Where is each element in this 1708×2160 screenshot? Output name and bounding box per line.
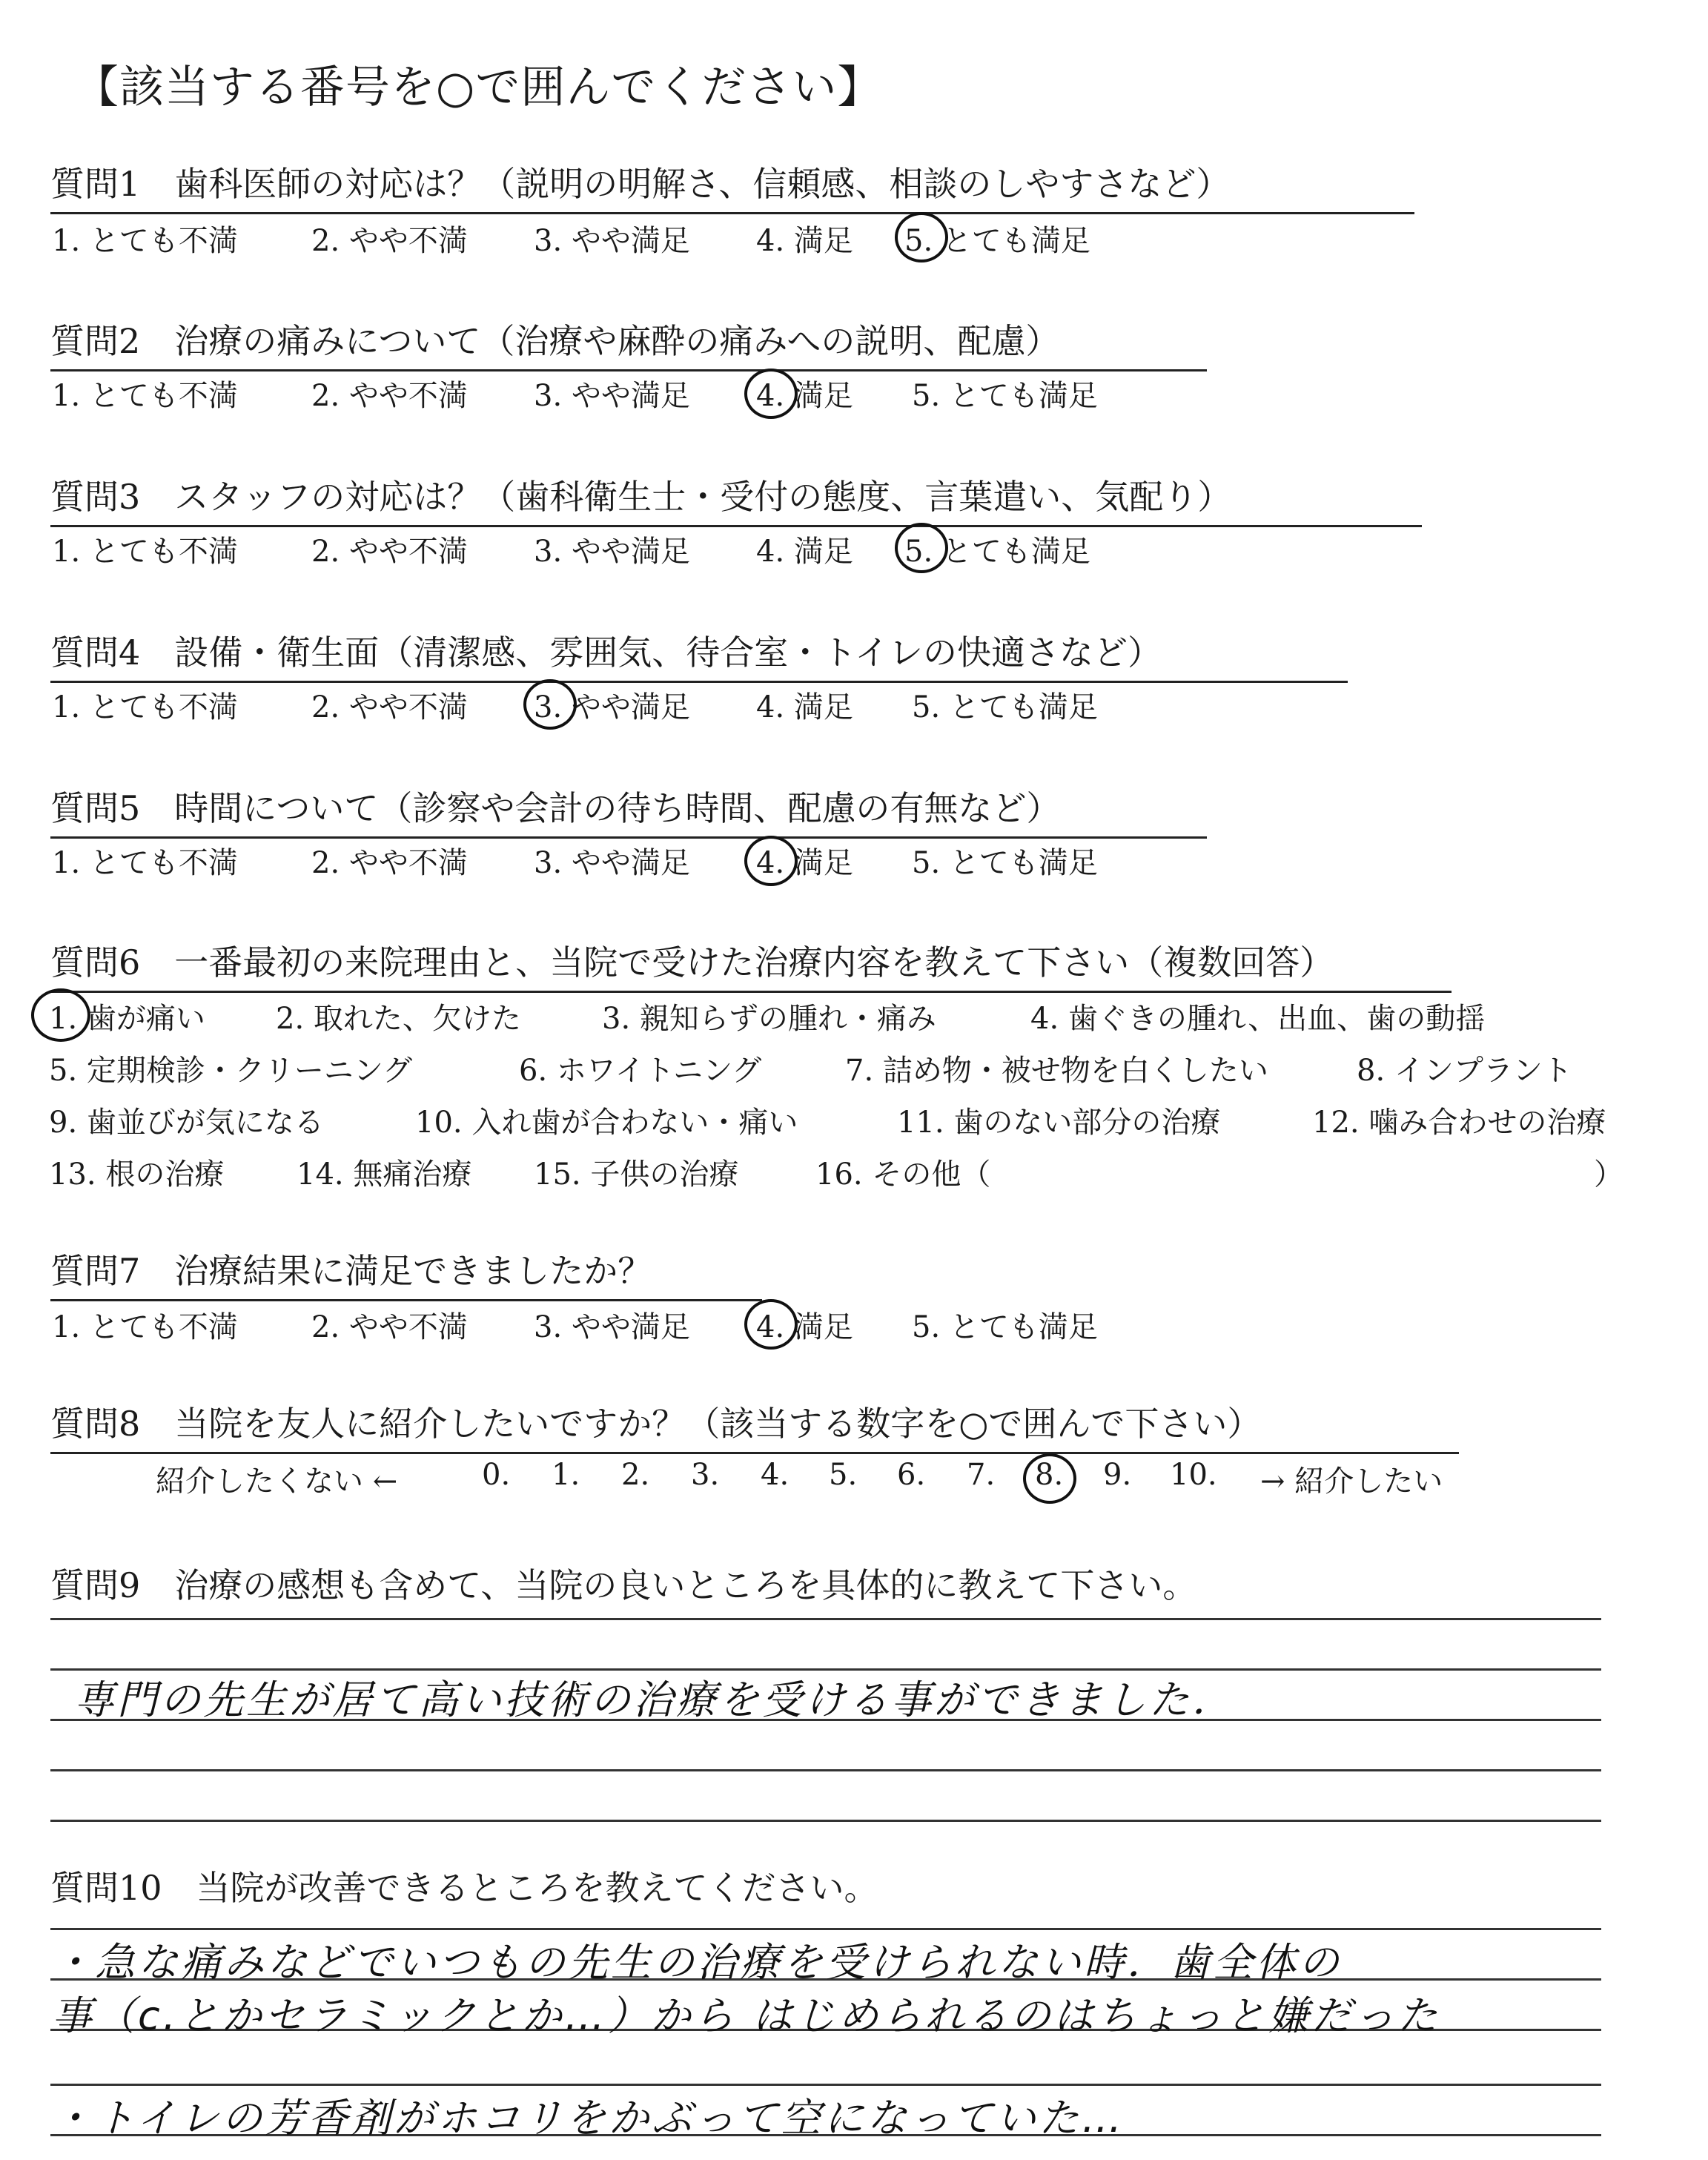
question-1-title: 質問1 歯科医師の対応は？（説明の明解さ、信頼感、相談のしやすさなど）: [50, 157, 1414, 214]
question-7-title: 質問7 治療結果に満足できましたか？: [50, 1244, 762, 1301]
q4-option-1[interactable]: 1. とても不満: [52, 690, 238, 724]
question-4-title: 質問4 設備・衛生面（清潔感、雰囲気、待合室・トイレの快適さなど）: [50, 626, 1348, 683]
q5-option-2[interactable]: 2. やや不満: [311, 846, 468, 880]
q6-option-14[interactable]: 14. 無痛治療: [297, 1157, 472, 1192]
question-4-options: [0, 684, 1708, 728]
question-7-options: [0, 1304, 1708, 1348]
q7-selection-circle: [744, 1299, 798, 1350]
question-5-title: 質問5 時間について（診察や会計の待ち時間、配慮の有無など）: [50, 782, 1207, 839]
q7-option-4[interactable]: 4. 満足: [756, 1310, 853, 1344]
q5-selection-circle: [744, 836, 798, 886]
q5-option-3[interactable]: 3. やや満足: [534, 846, 690, 880]
question-2-title: 質問2 治療の痛みについて（治療や麻酔の痛みへの説明、配慮）: [50, 314, 1207, 371]
q2-selection-circle: [744, 369, 798, 419]
q8-option-2[interactable]: 2.: [621, 1458, 650, 1492]
q2-option-1[interactable]: 1. とても不満: [52, 379, 238, 413]
question-6-options-row-2: [0, 1047, 1708, 1091]
q1-option-2[interactable]: 2. やや不満: [311, 224, 468, 258]
q2-option-3[interactable]: 3. やや満足: [534, 379, 690, 413]
q8-right-label: → 紹介したい: [1260, 1464, 1443, 1499]
question-2-options: [0, 372, 1708, 417]
q1-option-1[interactable]: 1. とても不満: [52, 224, 238, 258]
q1-option-5[interactable]: 5. とても満足: [904, 224, 1090, 258]
q10-handwritten-answer-line-2[interactable]: 事（c.とかセラミックとか…）から はじめられるのはちょっと嫌だった: [52, 1992, 1440, 2039]
q1-option-4[interactable]: 4. 満足: [756, 224, 853, 258]
q5-option-4[interactable]: 4. 満足: [756, 846, 853, 880]
q6-option-8[interactable]: 8. インプラント: [1357, 1054, 1572, 1088]
question-9-title: 質問9 治療の感想も含めて、当院の良いところを具体的に教えて下さい。: [50, 1565, 1197, 1605]
q6-option-12[interactable]: 12. 噛み合わせの治療: [1312, 1106, 1606, 1140]
q7-option-5[interactable]: 5. とても満足: [912, 1310, 1098, 1344]
q8-option-8[interactable]: 8.: [1035, 1458, 1064, 1492]
q2-option-4[interactable]: 4. 満足: [756, 379, 853, 413]
q4-option-3[interactable]: 3. やや満足: [534, 690, 690, 724]
q6-option-15[interactable]: 15. 子供の治療: [534, 1157, 739, 1192]
q10-handwritten-answer-line-1[interactable]: ・急な痛みなどでいつもの先生の治療を受けられない時．歯全体の: [52, 1939, 1342, 1986]
q2-option-2[interactable]: 2. やや不満: [311, 379, 468, 413]
q5-option-1[interactable]: 1. とても不満: [52, 846, 238, 880]
q6-option-2[interactable]: 2. 取れた、欠けた: [276, 1002, 521, 1036]
q8-option-0[interactable]: 0.: [482, 1458, 511, 1492]
q8-option-5[interactable]: 5.: [829, 1458, 858, 1492]
q3-option-1[interactable]: 1. とても不満: [52, 535, 238, 569]
q10-answer-line-1: [50, 1928, 1601, 1930]
q8-option-9[interactable]: 9.: [1103, 1458, 1132, 1492]
q3-option-3[interactable]: 3. やや満足: [534, 535, 690, 569]
q6-option-16[interactable]: 16. その他（: [815, 1157, 991, 1192]
q4-option-4[interactable]: 4. 満足: [756, 690, 853, 724]
q8-option-7[interactable]: 7.: [967, 1458, 996, 1492]
q9-answer-line-4: [50, 1769, 1601, 1771]
q7-option-1[interactable]: 1. とても不満: [52, 1310, 238, 1344]
q8-option-3[interactable]: 3.: [691, 1458, 720, 1492]
question-8-scale: [0, 1458, 1708, 1502]
q6-option-13[interactable]: 13. 根の治療: [49, 1157, 225, 1192]
q4-selection-circle: [523, 679, 577, 730]
q4-option-2[interactable]: 2. やや不満: [311, 690, 468, 724]
q9-answer-line-5: [50, 1820, 1601, 1822]
question-8-title: 質問8 当院を友人に紹介したいですか？（該当する数字を○で囲んで下さい）: [50, 1397, 1459, 1454]
q7-option-3[interactable]: 3. やや満足: [534, 1310, 690, 1344]
q5-option-5[interactable]: 5. とても満足: [912, 846, 1098, 880]
q10-answer-line-4: [50, 2084, 1601, 2086]
q3-selection-circle: [895, 523, 948, 573]
q6-option-5[interactable]: 5. 定期検診・クリーニング: [49, 1054, 413, 1088]
question-10-title: 質問10 当院が改善できるところを教えてください。: [50, 1868, 878, 1908]
q6-option-7[interactable]: 7. 詰め物・被せ物を白くしたい: [845, 1054, 1268, 1088]
q6-option-3[interactable]: 3. 親知らずの腫れ・痛み: [602, 1002, 936, 1036]
question-6-options-row-4: [0, 1151, 1708, 1195]
q3-option-4[interactable]: 4. 満足: [756, 535, 853, 569]
q6-other-close-paren: ）: [1594, 1157, 1623, 1192]
q2-option-5[interactable]: 5. とても満足: [912, 379, 1098, 413]
q8-option-6[interactable]: 6.: [897, 1458, 926, 1492]
q10-handwritten-answer-line-3[interactable]: ・トイレの芳香剤がホコリをかぶって空になっていた…: [52, 2095, 1125, 2141]
question-6-title: 質問6 一番最初の来院理由と、当院で受けた治療内容を教えて下さい（複数回答）: [50, 936, 1452, 993]
question-3-options: [0, 528, 1708, 572]
q6-option-9[interactable]: 9. 歯並びが気になる: [49, 1106, 324, 1140]
q9-answer-line-1: [50, 1618, 1601, 1620]
q6-option-11[interactable]: 11. 歯のない部分の治療: [897, 1106, 1221, 1140]
q8-selection-circle: [1023, 1453, 1076, 1504]
q8-option-4[interactable]: 4.: [761, 1458, 790, 1492]
q9-handwritten-answer[interactable]: 専門の先生が居て高い技術の治療を受ける事ができました．: [74, 1677, 1235, 1723]
question-1-options: [0, 217, 1708, 262]
q3-option-2[interactable]: 2. やや不満: [311, 535, 468, 569]
q4-option-5[interactable]: 5. とても満足: [912, 690, 1098, 724]
q6-selection-circle: [31, 988, 90, 1042]
q6-option-4[interactable]: 4. 歯ぐきの腫れ、出血、歯の動揺: [1030, 1002, 1486, 1036]
q3-option-5[interactable]: 5. とても満足: [904, 535, 1090, 569]
question-5-options: [0, 839, 1708, 884]
question-6-options-row-3: [0, 1099, 1708, 1143]
q6-option-6[interactable]: 6. ホワイトニング: [519, 1054, 762, 1088]
form-header: 【該当する番号を○で囲んでください】: [74, 62, 883, 113]
q7-option-2[interactable]: 2. やや不満: [311, 1310, 468, 1344]
question-3-title: 質問3 スタッフの対応は？（歯科衛生士・受付の態度、言葉遣い、気配り）: [50, 470, 1422, 527]
question-6-options-row-1: [0, 995, 1708, 1040]
q8-option-1[interactable]: 1.: [552, 1458, 580, 1492]
q6-option-1[interactable]: 1. 歯が痛い: [49, 1002, 205, 1036]
q6-option-10[interactable]: 10. 入れ歯が合わない・痛い: [415, 1106, 798, 1140]
q8-option-10[interactable]: 10.: [1170, 1458, 1217, 1492]
q1-selection-circle: [895, 212, 948, 262]
q8-left-label: 紹介したくない ←: [156, 1464, 398, 1499]
q1-option-3[interactable]: 3. やや満足: [534, 224, 690, 258]
